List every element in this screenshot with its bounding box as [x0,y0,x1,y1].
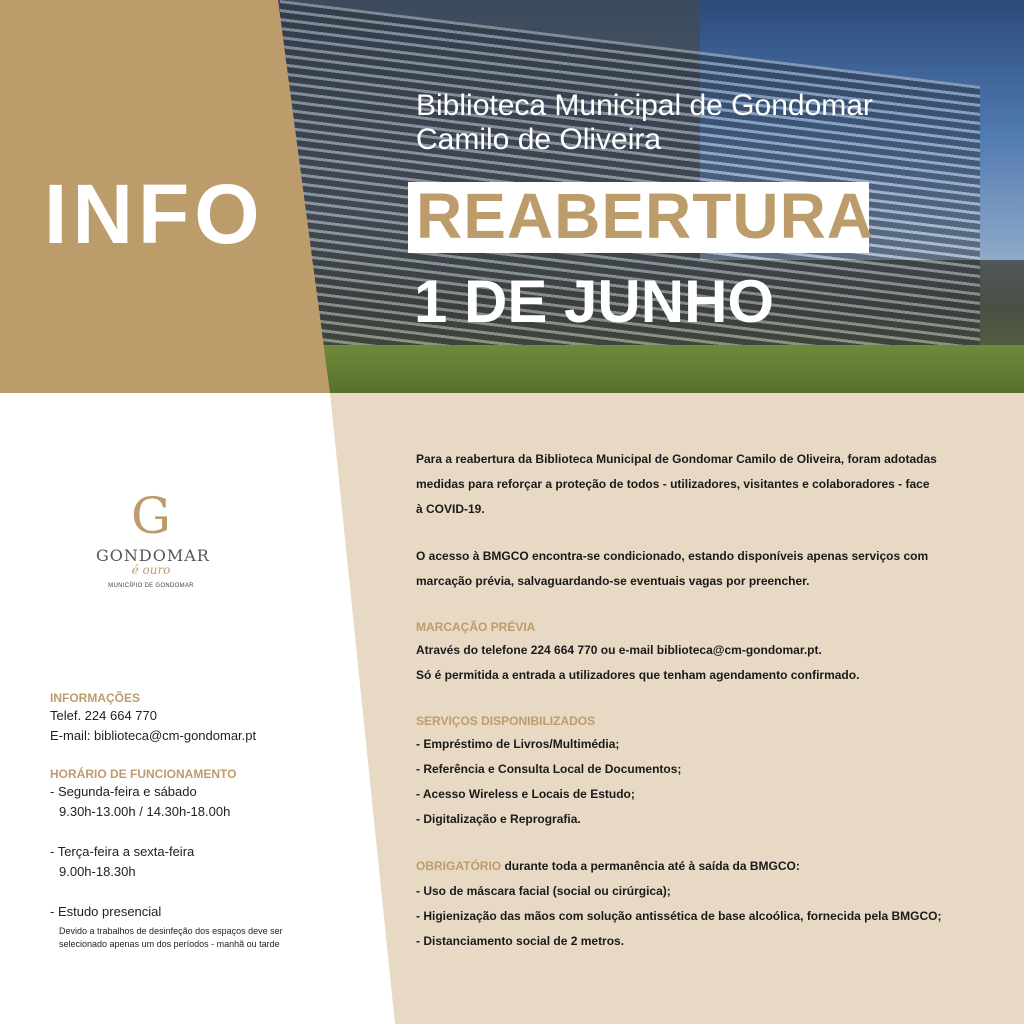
municipality-logo [96,487,210,589]
hours-line: - Segunda-feira e sábado [50,784,197,799]
mandatory-word: OBRIGATÓRIO [416,859,502,873]
contact-phone: Telef. 224 664 770 [50,708,157,723]
intro-line: à COVID-19. [416,502,485,516]
logo-name: GONDOMAR [96,546,210,565]
library-name [416,89,873,157]
mandatory-line [416,854,984,879]
lawn [300,345,1024,393]
contact-email: E-mail: biblioteca@cm-gondomar.pt [50,728,257,743]
hours-line: - Estudo presencial [50,904,162,919]
booking-line: Só é permitida a entrada a utilizadores que tenham agendamento confirmado. [416,668,860,682]
info-title: INFO [44,167,265,261]
intro-line: medidas para reforçar a proteção de todos - utilizadores, visitantes e colaboradores - face [416,477,930,491]
services-heading: SERVIÇOS DISPONIBILIZADOS [416,714,596,728]
reopening-title: REABERTURA [416,180,874,252]
rule-item: - Uso de máscara facial (social ou cirúrgica); [416,884,671,898]
hours-line: - Terça-feira a sexta-feira [50,844,195,859]
booking-heading: MARCAÇÃO PRÉVIA [416,620,536,634]
hours-line: 9.00h-18.30h [59,864,136,879]
hours-heading: HORÁRIO DE FUNCIONAMENTO [50,767,237,781]
library-name-line1: Biblioteca Municipal de Gondomar [416,89,873,122]
rule-item: - Distanciamento social de 2 metros. [416,934,625,948]
rule-item: - Higienização das mãos com solução antissética de base alcoólica, fornecida pela BMGCO; [416,909,942,923]
hours-note: Devido a trabalhos de desinfeção dos espaços deve ser [59,926,283,936]
service-item: - Acesso Wireless e Locais de Estudo; [416,787,635,801]
service-item: - Empréstimo de Livros/Multimédia; [416,737,620,751]
contact-hours-panel [50,690,350,951]
reopening-date: 1 DE JUNHO [414,268,775,335]
contacts-heading: INFORMAÇÕES [50,691,140,705]
access-line: O acesso à BMGCO encontra-se condicionado, estando disponíveis apenas serviços com [416,549,929,563]
service-item: - Digitalização e Reprografia. [416,812,581,826]
hours-note: selecionado apenas um dos períodos - manhã ou tarde [59,939,280,949]
booking-line: Através do telefone 224 664 770 ou e-mail biblioteca@cm-gondomar.pt. [416,643,822,657]
logo-municipality: MUNICÍPIO DE GONDOMAR [108,583,194,589]
access-line: marcação prévia, salvaguardando-se eventuais vagas por preencher. [416,574,810,588]
intro-line: Para a reabertura da Biblioteca Municipal de Gondomar Camilo de Oliveira, foram adotadas [416,452,937,466]
announcement-body [416,447,984,954]
mandatory-text: durante toda a permanência até à saída da BMGCO: [501,859,800,873]
service-item: - Referência e Consulta Local de Documentos; [416,762,682,776]
logo-tagline: é ouro [131,563,171,577]
library-name-line2: Camilo de Oliveira [416,123,662,156]
logo-letter: G [131,487,171,545]
hours-line: 9.30h-13.00h / 14.30h-18.00h [59,804,231,819]
